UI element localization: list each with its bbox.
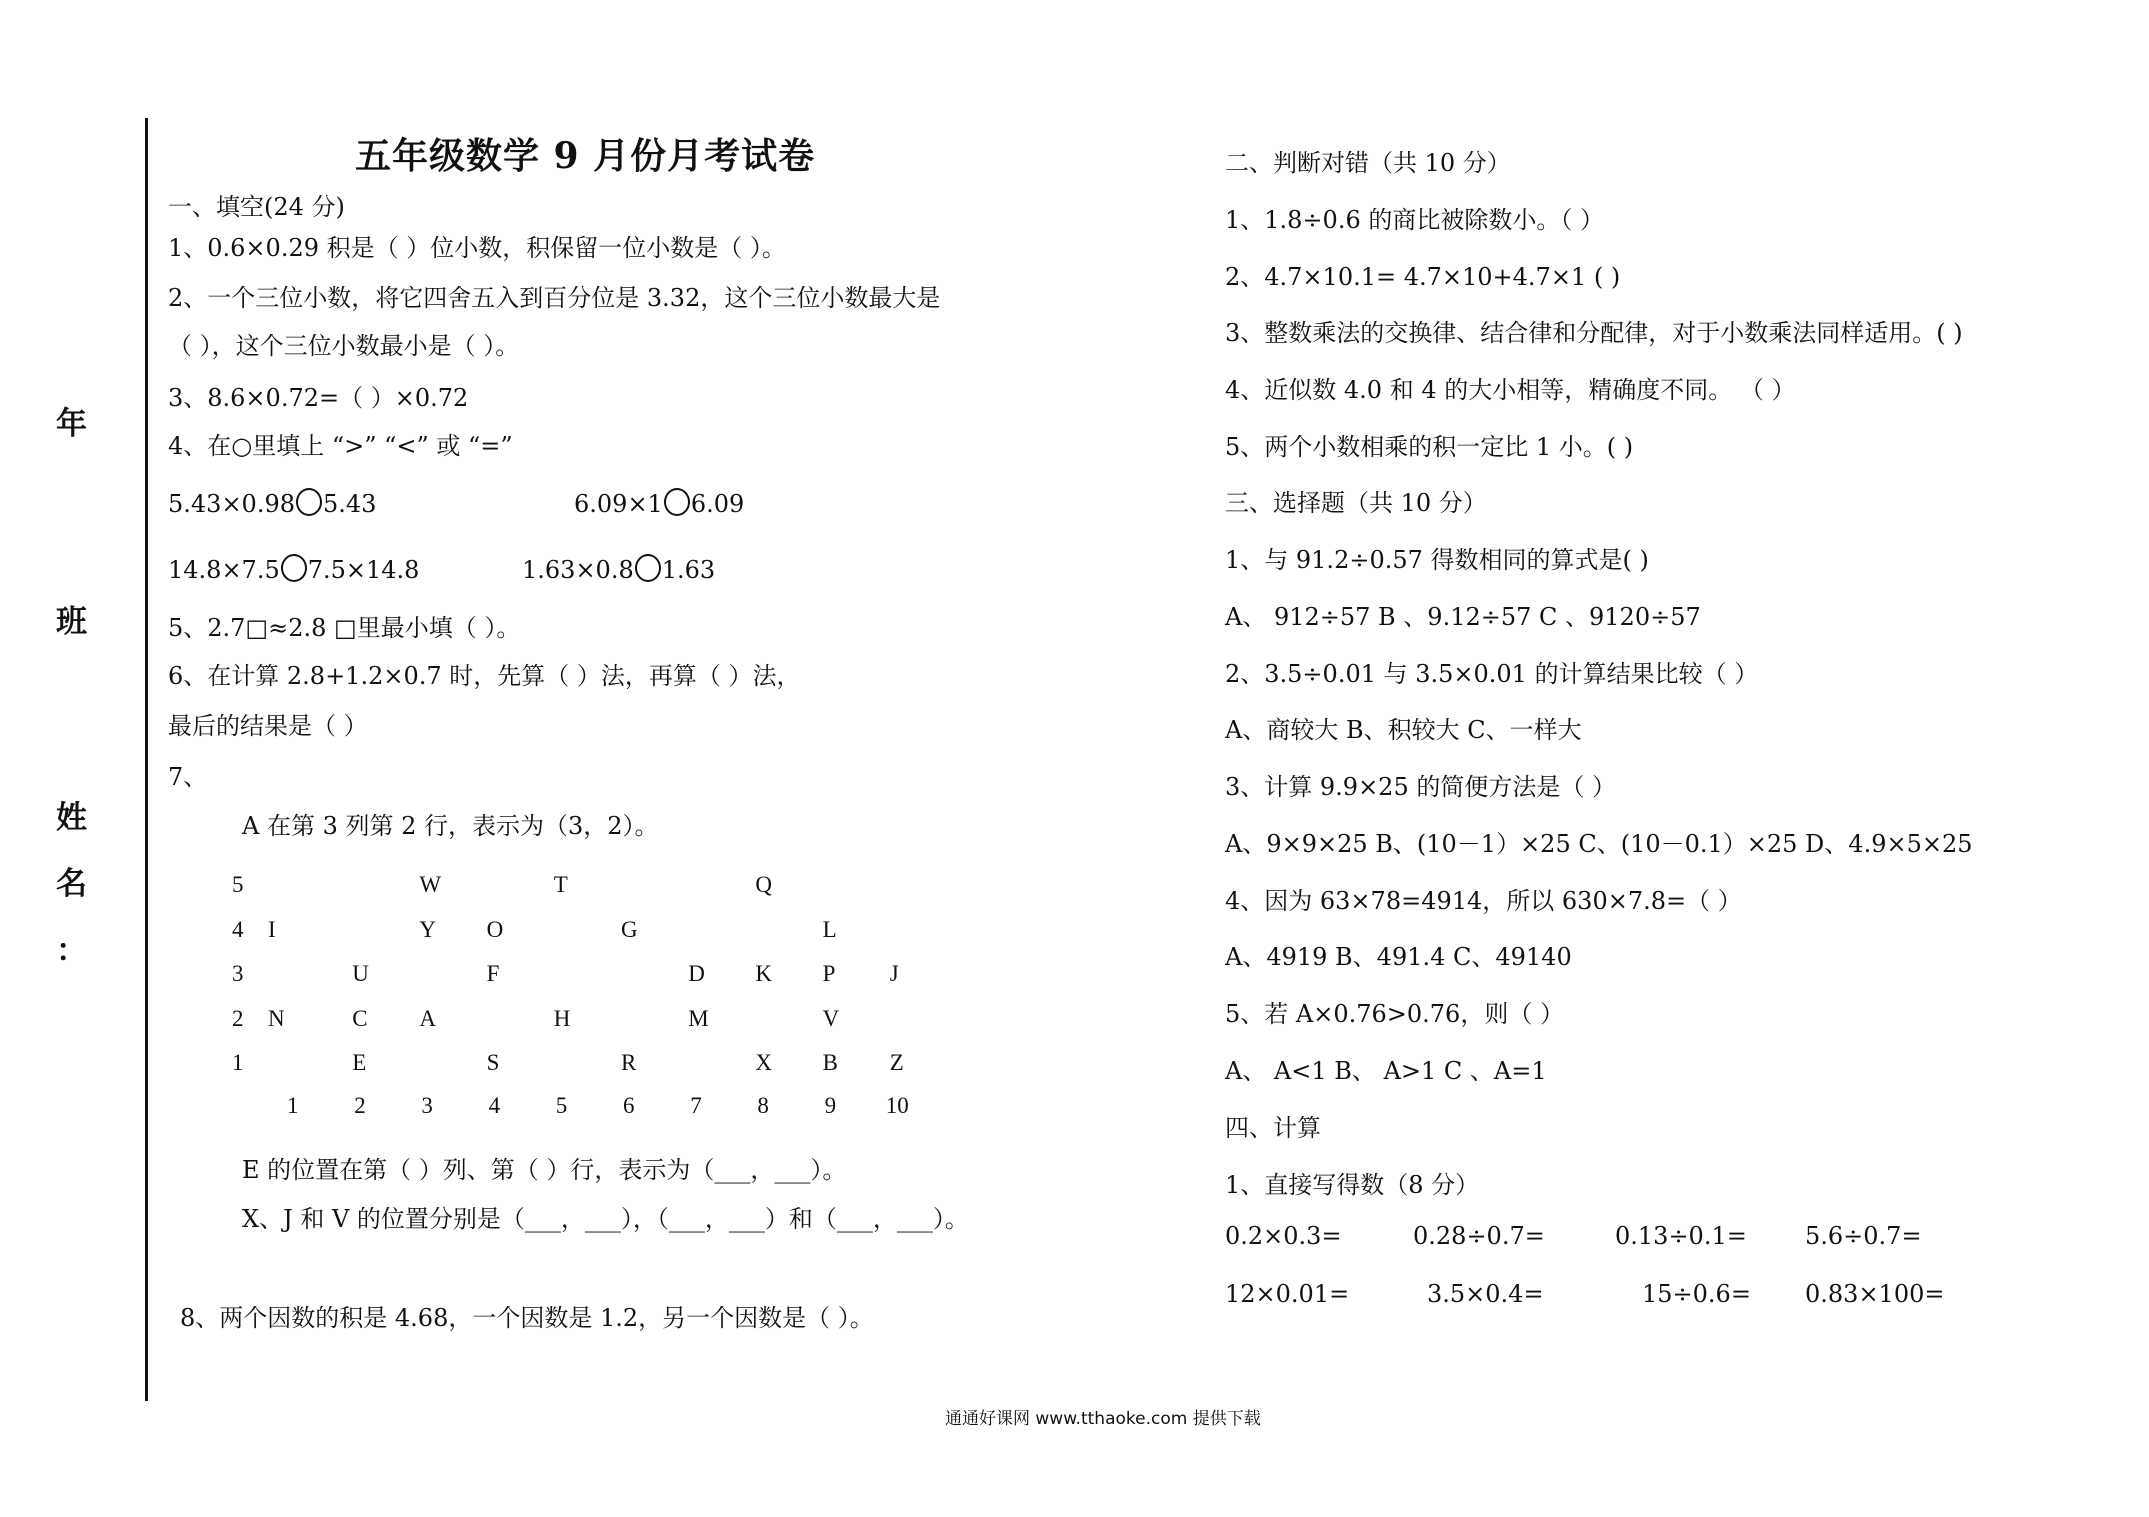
grid-letter: M [688,1005,709,1031]
grid-letter: B [822,1050,838,1075]
section-fill-blank: 一、填空(24 分) [168,193,345,221]
question-3: 3、8.6×0.72=（ ）×0.72 [168,384,469,412]
grid-row-label: 5 [232,872,244,897]
side-label-colon: ： [56,933,87,969]
judge-item: 1、1.8÷0.6 的商比被除数小。（ ） [1225,206,1604,234]
question-4: 4、在○里填上 “>” “<” 或 “=” [168,432,513,460]
judge-item: 3、整数乘法的交换律、结合律和分配律，对于小数乘法同样适用。( ) [1225,319,1963,347]
compare-item [168,554,419,584]
section-true-false: 二、判断对错（共 10 分） [1225,149,1511,177]
question-2-line-2: （ ），这个三位小数最小是（ ）。 [168,332,520,360]
grid-col-label: 5 [555,1092,568,1118]
compare-left: 5.43×0.98 [168,490,295,518]
choice-line: A、9×9×25 B、(10－1）×25 C、(10－0.1）×25 D、4.9×5×25 [1225,830,1973,858]
compare-right: 1.63 [661,556,716,584]
grid-col-label: 4 [488,1092,501,1118]
choice-line: A、 912÷57 B 、9.12÷57 C 、9120÷57 [1225,603,1701,631]
compare-right: 5.43 [322,490,377,518]
grid-row-label: 2 [232,1005,244,1031]
section-choice: 三、选择题（共 10 分） [1225,489,1487,517]
grid-letter: A [419,1005,437,1031]
calc-item: 12×0.01= [1225,1280,1350,1308]
grid-letter: N [268,1005,285,1031]
blank-circle[interactable] [635,554,661,582]
grid-letter: P [822,961,836,986]
section-calculation: 四、计算 [1225,1114,1321,1142]
grid-col-label: 8 [757,1092,769,1118]
choice-line: 3、计算 9.9×25 的简便方法是（ ） [1225,773,1616,801]
grid-letter: U [352,961,369,986]
choice-line: A、4919 B、491.4 C、49140 [1225,943,1572,971]
grid-letter: S [486,1050,500,1075]
judge-item: 2、4.7×10.1= 4.7×10+4.7×1 ( ) [1225,263,1621,291]
compare-left: 14.8×7.5 [168,556,280,584]
grid-letter: F [486,961,500,986]
grid-letter: E [352,1050,367,1075]
calc-item: 5.6÷0.7= [1805,1222,1922,1250]
question-7-e-position: E 的位置在第（ ）列、第（ ）行，表示为（___，___）。 [242,1156,847,1184]
question-1: 1、0.6×0.29 积是（ ）位小数，积保留一位小数是（ ）。 [168,234,786,262]
side-label-class: 班 [56,604,87,640]
grid-letter: Q [755,872,773,897]
grid-letter: J [889,961,899,986]
question-7: 7、 [168,763,208,791]
compare-item [522,554,715,584]
question-7-xjv-position: X、J 和 V 的位置分别是（___，___），（___，___）和（___，___）。 [242,1205,969,1233]
grid-row-label: 3 [232,961,244,986]
choice-line: 5、若 A×0.76>0.76，则（ ） [1225,1000,1564,1028]
question-5: 5、2.7□≈2.8 □里最小填（ ）。 [168,614,521,642]
compare-left: 1.63×0.8 [522,556,634,584]
grid-col-label: 9 [824,1092,837,1118]
grid-letter: H [553,1005,571,1031]
choice-line: A、商较大 B、积较大 C、一样大 [1225,716,1582,744]
compare-item [168,488,376,518]
calc-item: 0.2×0.3= [1225,1222,1342,1250]
grid-row-label: 1 [232,1050,244,1075]
compare-right: 7.5×14.8 [307,556,420,584]
question-2-line-1: 2、一个三位小数，将它四舍五入到百分位是 3.32，这个三位小数最大是 [168,284,941,312]
calc-item: 0.83×100= [1805,1280,1945,1308]
grid-col-label: 7 [690,1092,702,1118]
judge-item: 5、两个小数相乘的积一定比 1 小。( ) [1225,433,1634,461]
compare-left: 6.09×1 [574,490,663,518]
side-label-name: 名 [56,866,87,902]
blank-circle[interactable] [281,554,307,582]
grid-letter: C [352,1005,368,1031]
compare-item [574,488,744,518]
grid-letter: R [621,1050,637,1075]
grid-letter: V [822,1005,840,1031]
calc-item: 0.13÷0.1= [1615,1222,1747,1250]
calc-item: 0.28÷0.7= [1413,1222,1545,1250]
choice-line: 1、与 91.2÷0.57 得数相同的算式是( ) [1225,546,1649,574]
judge-item: 4、近似数 4.0 和 4 的大小相等，精确度不同。 （ ） [1225,376,1796,404]
footer-credit: 通通好课网 www.tthaoke.com 提供下载 [945,1409,1261,1429]
side-label-grade: 年 [56,406,87,442]
blank-circle[interactable] [664,488,690,516]
calc-item: 3.5×0.4= [1427,1280,1544,1308]
grid-col-label: 3 [421,1092,433,1118]
grid-letter: W [419,872,442,897]
choice-line: 4、因为 63×78=4914，所以 630×7.8=（ ） [1225,887,1742,915]
grid-col-label: 1 [287,1092,299,1118]
choice-line: 2、3.5÷0.01 与 3.5×0.01 的计算结果比较（ ） [1225,660,1759,688]
side-label-surname: 姓 [56,800,87,836]
grid-col-label: 10 [885,1092,909,1118]
calc-item: 15÷0.6= [1642,1280,1751,1308]
grid-letter: T [553,872,568,897]
calc-heading: 1、直接写得数（8 分） [1225,1171,1480,1199]
grid-letter: O [486,916,504,942]
choice-line: A、 A<1 B、 A>1 C 、A=1 [1225,1057,1547,1085]
grid-col-label: 6 [623,1092,635,1118]
binding-line [145,118,148,1401]
question-7-intro: A 在第 3 列第 2 行，表示为（3，2）。 [242,812,659,840]
question-6-line-1: 6、在计算 2.8+1.2×0.7 时，先算（ ）法，再算（ ）法， [168,662,801,690]
grid-letter: L [822,916,837,942]
grid-letter: X [755,1050,773,1075]
grid-letter: D [688,961,705,986]
question-8: 8、两个因数的积是 4.68，一个因数是 1.2，另一个因数是（ ）。 [180,1304,874,1332]
exam-title: 五年级数学 9 月份月考试卷 [355,135,816,177]
blank-circle[interactable] [296,488,322,516]
grid-letter: Z [889,1050,904,1075]
question-6-line-2: 最后的结果是（ ） [168,712,368,740]
grid-letter: Y [419,916,437,942]
grid-letter: I [268,916,276,942]
grid-col-label: 2 [354,1092,366,1118]
grid-row-label: 4 [232,916,244,942]
compare-right: 6.09 [690,490,745,518]
grid-letter: K [755,961,773,986]
grid-letter: G [621,916,638,942]
